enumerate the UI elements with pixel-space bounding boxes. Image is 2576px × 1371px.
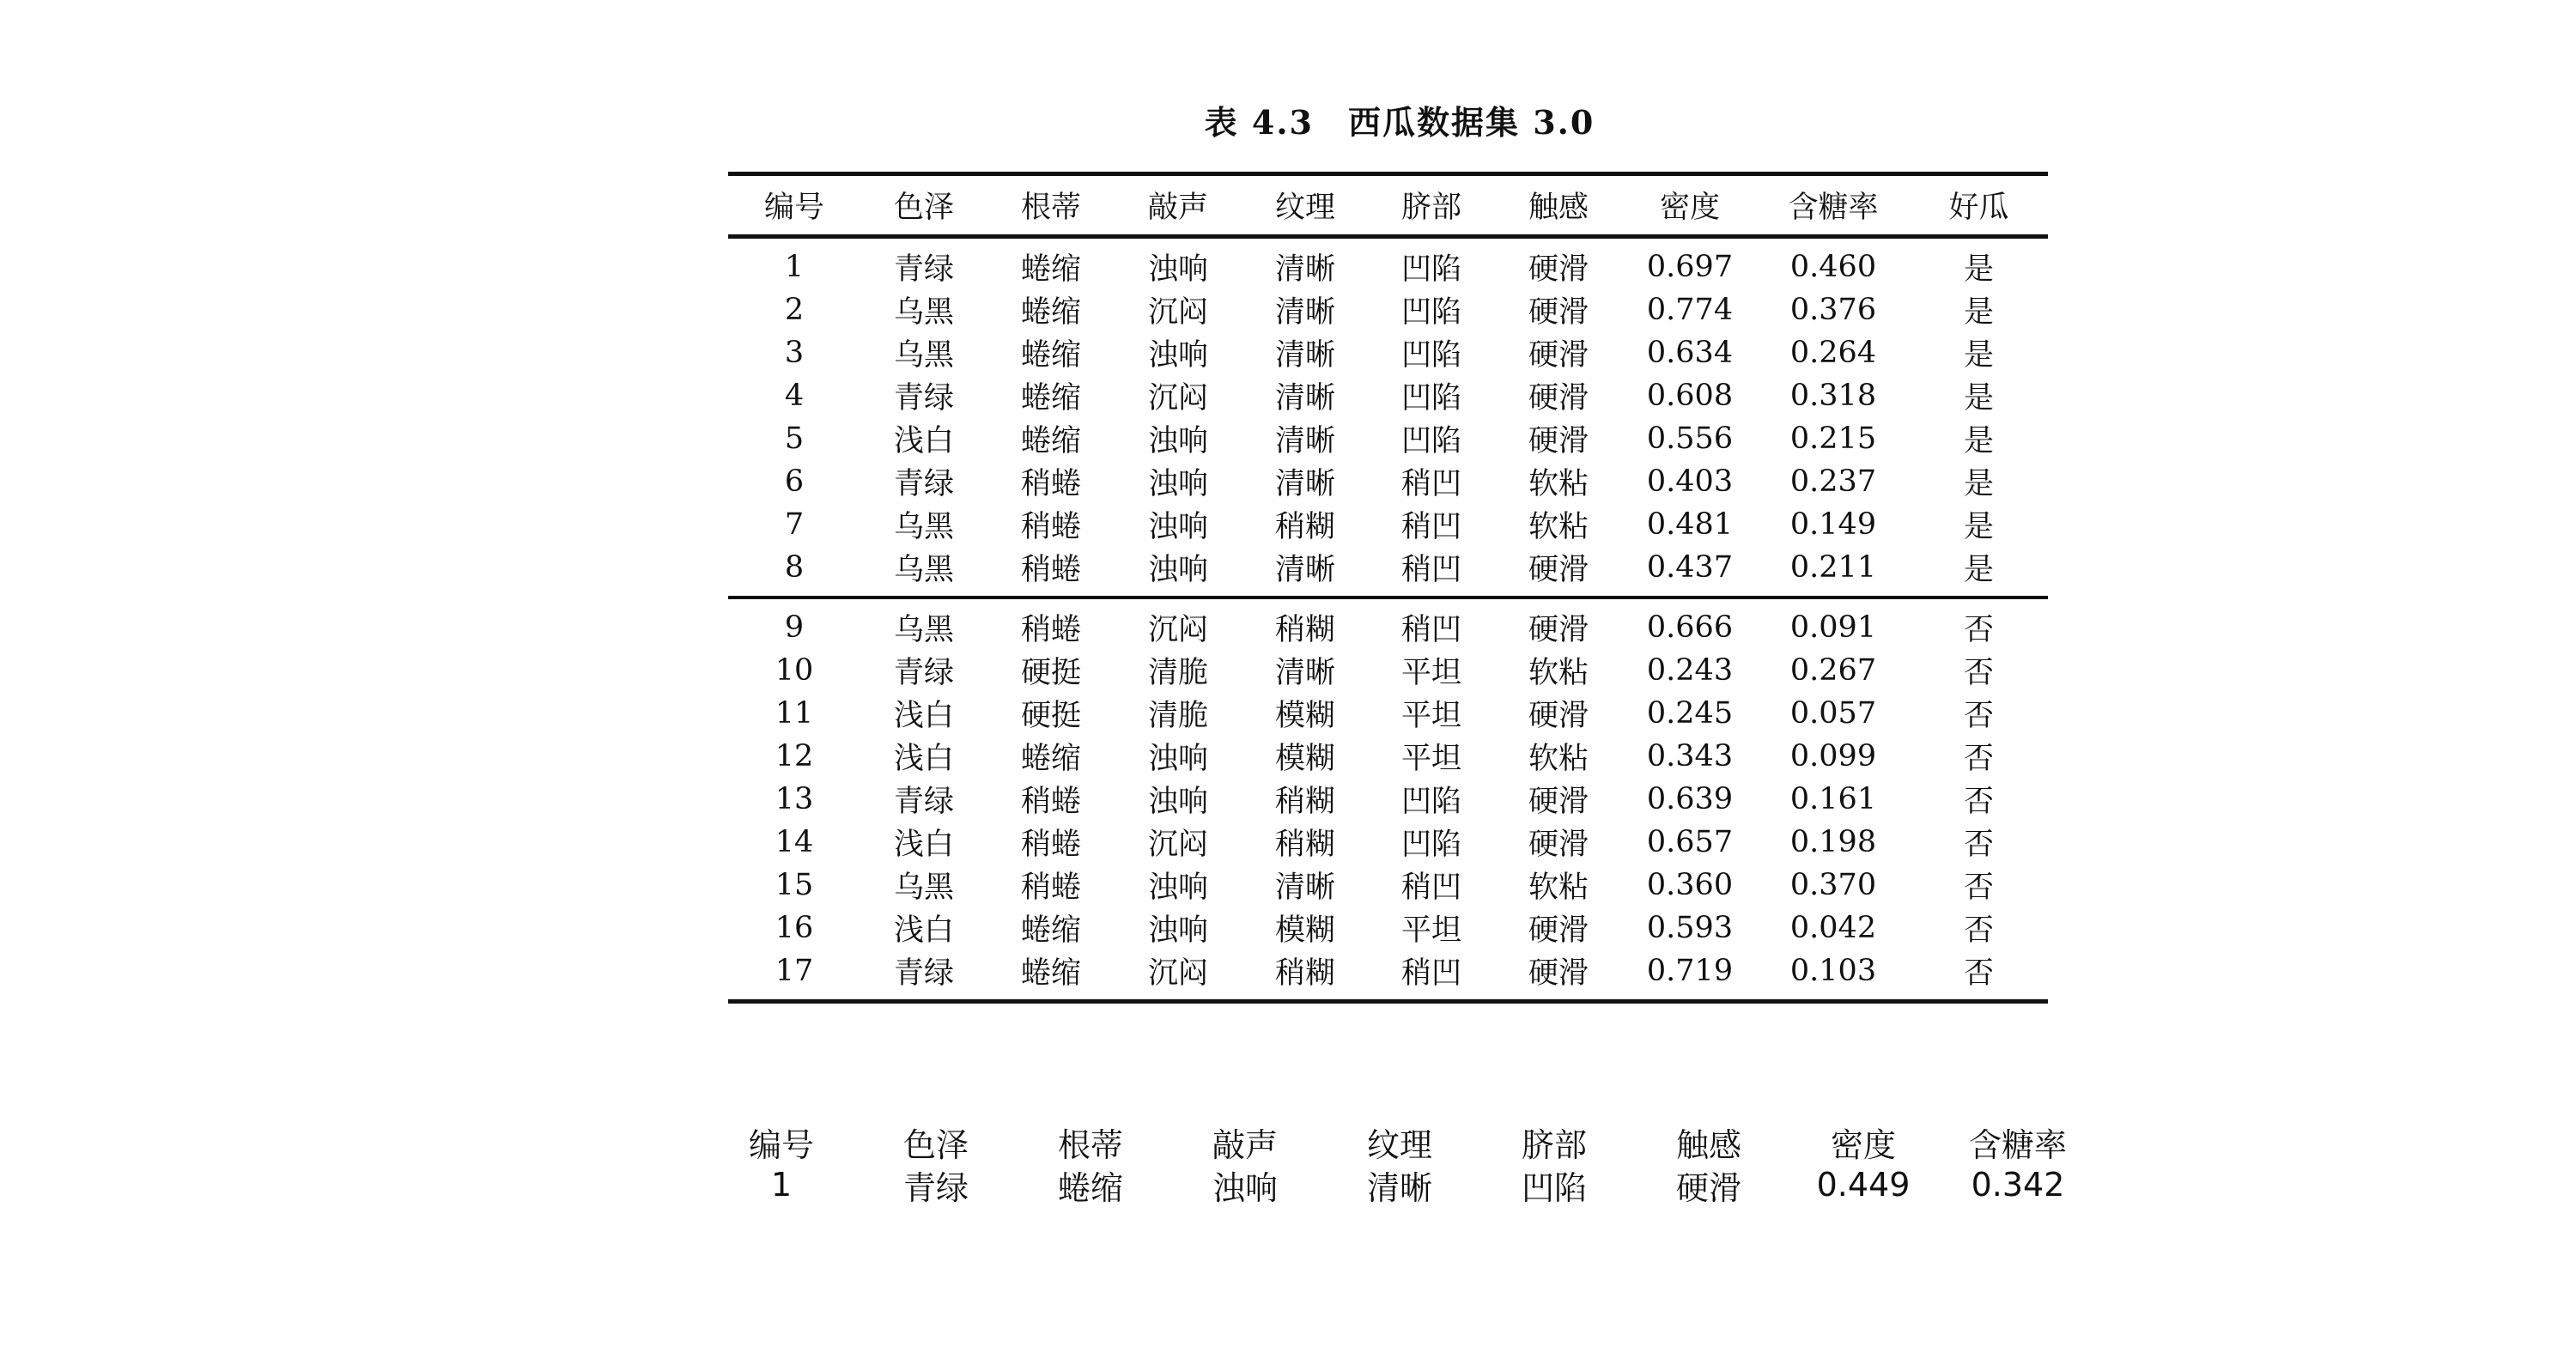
table-cell: 0.481 — [1646, 507, 1734, 542]
sample-header: 密度 — [1830, 1125, 1896, 1164]
table-cell: 清晰 — [1274, 338, 1335, 373]
table-cell: 模糊 — [1274, 742, 1335, 776]
sample-value: 0.449 — [1816, 1166, 1911, 1204]
table-cell: 13 — [775, 782, 814, 816]
table-cell: 0.437 — [1646, 550, 1734, 585]
table-cell: 11 — [775, 696, 814, 731]
table-row — [728, 949, 2048, 992]
test-sample-values — [704, 1163, 2095, 1206]
table-cell: 0.370 — [1789, 868, 1877, 902]
table-cell: 稍糊 — [1274, 956, 1335, 991]
table-cell: 浊响 — [1147, 510, 1208, 544]
table-cell: 0.634 — [1646, 336, 1734, 370]
table-cell: 2 — [784, 293, 805, 327]
table-cell: 清晰 — [1274, 381, 1335, 416]
table-cell: 平坦 — [1400, 699, 1461, 733]
table-cell: 0.099 — [1789, 739, 1877, 773]
table-cell: 平坦 — [1400, 742, 1461, 776]
table-row — [728, 331, 2048, 374]
table-cell: 是 — [1963, 424, 1994, 458]
table-cell: 0.149 — [1789, 507, 1877, 542]
table-cell: 稍蜷 — [1020, 785, 1081, 819]
table-cell: 青绿 — [893, 381, 954, 416]
table-cell: 青绿 — [893, 252, 954, 287]
table-cell: 软粘 — [1528, 656, 1589, 690]
table-cell: 3 — [784, 336, 805, 370]
table-cell: 乌黑 — [893, 338, 954, 373]
sample-header: 脐部 — [1521, 1125, 1587, 1164]
column-header: 触感 — [1528, 191, 1589, 225]
watermelon-table — [728, 172, 2048, 1004]
table-cell: 凹陷 — [1400, 828, 1461, 862]
table-cell: 沉闷 — [1147, 295, 1208, 330]
table-cell: 0.243 — [1646, 653, 1734, 688]
table-cell: 乌黑 — [893, 295, 954, 330]
table-cell: 蜷缩 — [1020, 424, 1081, 458]
table-cell: 0.211 — [1789, 550, 1877, 585]
table-cell: 稍凹 — [1400, 553, 1461, 587]
table-cell: 0.697 — [1646, 250, 1734, 284]
table-cell: 是 — [1963, 553, 1994, 587]
table-cell: 10 — [775, 653, 814, 688]
table-header-row — [728, 176, 2048, 234]
table-cell: 0.774 — [1646, 293, 1734, 327]
table-cell: 0.161 — [1789, 782, 1877, 816]
sample-value: 1 — [770, 1166, 793, 1204]
table-cell: 否 — [1963, 742, 1994, 776]
table-cell: 青绿 — [893, 785, 954, 819]
table-cell: 硬滑 — [1528, 252, 1589, 287]
table-cell: 浊响 — [1147, 252, 1208, 287]
table-cell: 14 — [775, 825, 814, 859]
table-title: 表 4.3 西瓜数据集 3.0 — [1204, 103, 1595, 142]
table-cell: 0.042 — [1789, 911, 1877, 945]
table-cell: 稍蜷 — [1020, 510, 1081, 544]
table-cell: 沉闷 — [1147, 956, 1208, 991]
table-cell: 清晰 — [1274, 871, 1335, 905]
table-cell: 稍糊 — [1274, 785, 1335, 819]
table-cell: 硬滑 — [1528, 785, 1589, 819]
table-cell: 0.403 — [1646, 464, 1734, 499]
table-cell: 硬滑 — [1528, 956, 1589, 991]
table-cell: 稍凹 — [1400, 871, 1461, 905]
table-cell: 否 — [1963, 785, 1994, 819]
table-cell: 0.666 — [1646, 610, 1734, 645]
table-cell: 0.460 — [1789, 250, 1877, 284]
table-cell: 蜷缩 — [1020, 252, 1081, 287]
table-cell: 浊响 — [1147, 871, 1208, 905]
table-cell: 是 — [1963, 338, 1994, 373]
sample-header: 触感 — [1675, 1125, 1741, 1164]
table-row — [728, 864, 2048, 907]
column-header: 根蒂 — [1020, 191, 1081, 225]
table-cell: 稍糊 — [1274, 613, 1335, 647]
table-cell: 0.215 — [1789, 422, 1877, 456]
table-cell: 蜷缩 — [1020, 295, 1081, 330]
table-cell: 是 — [1963, 295, 1994, 330]
table-cell: 沉闷 — [1147, 613, 1208, 647]
table-cell: 沉闷 — [1147, 381, 1208, 416]
table-cell: 软粘 — [1528, 871, 1589, 905]
sample-header: 敲声 — [1212, 1125, 1278, 1164]
table-cell: 0.639 — [1646, 782, 1734, 816]
table-cell: 蜷缩 — [1020, 913, 1081, 948]
table-cell: 凹陷 — [1400, 252, 1461, 287]
table-cell: 硬滑 — [1528, 295, 1589, 330]
table-cell: 软粘 — [1528, 467, 1589, 501]
table-cell: 浊响 — [1147, 338, 1208, 373]
good-melon-rows — [728, 239, 2048, 596]
table-cell: 0.657 — [1646, 825, 1734, 859]
table-cell: 9 — [784, 610, 805, 645]
table-row — [728, 649, 2048, 692]
table-cell: 否 — [1963, 828, 1994, 862]
table-cell: 硬挺 — [1020, 699, 1081, 733]
table-cell: 清晰 — [1274, 553, 1335, 587]
table-cell: 17 — [775, 954, 814, 988]
sample-header: 含糖率 — [1968, 1125, 2067, 1164]
table-cell: 凹陷 — [1400, 424, 1461, 458]
table-cell: 0.237 — [1789, 464, 1877, 499]
table-cell: 凹陷 — [1400, 381, 1461, 416]
table-cell: 凹陷 — [1400, 785, 1461, 819]
table-cell: 蜷缩 — [1020, 338, 1081, 373]
table-row — [728, 417, 2048, 460]
table-cell: 浊响 — [1147, 913, 1208, 948]
table-cell: 硬挺 — [1020, 656, 1081, 690]
table-cell: 是 — [1963, 252, 1994, 287]
table-cell: 硬滑 — [1528, 613, 1589, 647]
table-cell: 浅白 — [893, 424, 954, 458]
table-cell: 是 — [1963, 510, 1994, 544]
table-row — [728, 778, 2048, 821]
table-cell: 稍凹 — [1400, 613, 1461, 647]
table-cell: 清脆 — [1147, 699, 1208, 733]
sample-header: 色泽 — [902, 1125, 969, 1164]
table-cell: 清脆 — [1147, 656, 1208, 690]
column-header: 编号 — [763, 191, 824, 225]
table-cell: 硬滑 — [1528, 828, 1589, 862]
table-cell: 硬滑 — [1528, 699, 1589, 733]
table-cell: 硬滑 — [1528, 424, 1589, 458]
table-cell: 稍糊 — [1274, 828, 1335, 862]
table-cell: 0.103 — [1789, 954, 1877, 988]
table-cell: 稍凹 — [1400, 956, 1461, 991]
table-cell: 0.556 — [1646, 422, 1734, 456]
table-row — [728, 606, 2048, 649]
table-cell: 否 — [1963, 871, 1994, 905]
table-cell: 凹陷 — [1400, 338, 1461, 373]
column-header: 脐部 — [1400, 191, 1461, 225]
table-cell: 0.264 — [1789, 336, 1877, 370]
table-cell: 清晰 — [1274, 656, 1335, 690]
table-row — [728, 374, 2048, 417]
table-cell: 0.057 — [1789, 696, 1877, 731]
bad-melon-rows — [728, 599, 2048, 999]
table-cell: 硬滑 — [1528, 913, 1589, 948]
table-cell: 0.376 — [1789, 293, 1877, 327]
table-cell: 清晰 — [1274, 424, 1335, 458]
table-cell: 0.343 — [1646, 739, 1734, 773]
table-row — [728, 907, 2048, 949]
table-cell: 是 — [1963, 467, 1994, 501]
table-cell: 清晰 — [1274, 467, 1335, 501]
table-row — [728, 246, 2048, 288]
table-cell: 青绿 — [893, 656, 954, 690]
table-cell: 模糊 — [1274, 699, 1335, 733]
column-header: 好瓜 — [1948, 191, 2009, 225]
sample-value: 凹陷 — [1521, 1168, 1587, 1207]
table-cell: 否 — [1963, 613, 1994, 647]
table-cell: 沉闷 — [1147, 828, 1208, 862]
table-cell: 稍蜷 — [1020, 871, 1081, 905]
table-cell: 蜷缩 — [1020, 381, 1081, 416]
table-cell: 0.360 — [1646, 868, 1734, 902]
table-cell: 模糊 — [1274, 913, 1335, 948]
table-cell: 硬滑 — [1528, 338, 1589, 373]
table-cell: 0.267 — [1789, 653, 1877, 688]
table-cell: 蜷缩 — [1020, 956, 1081, 991]
table-cell: 5 — [784, 422, 805, 456]
table-cell: 7 — [784, 507, 805, 542]
sample-value: 0.342 — [1971, 1166, 2065, 1204]
table-cell: 0.091 — [1789, 610, 1877, 645]
table-cell: 12 — [775, 739, 814, 773]
table-cell: 乌黑 — [893, 553, 954, 587]
table-cell: 1 — [784, 250, 805, 284]
sample-value: 硬滑 — [1675, 1168, 1741, 1207]
column-header: 纹理 — [1274, 191, 1335, 225]
table-cell: 16 — [775, 911, 814, 945]
table-cell: 4 — [784, 379, 805, 413]
table-row — [728, 546, 2048, 589]
table-cell: 是 — [1963, 381, 1994, 416]
table-cell: 稍糊 — [1274, 510, 1335, 544]
test-sample — [704, 1120, 2095, 1206]
column-header: 密度 — [1659, 191, 1720, 225]
table-cell: 浅白 — [893, 913, 954, 948]
sample-header: 根蒂 — [1057, 1125, 1123, 1164]
table-cell: 乌黑 — [893, 613, 954, 647]
table-cell: 硬滑 — [1528, 553, 1589, 587]
table-cell: 乌黑 — [893, 510, 954, 544]
table-row — [728, 692, 2048, 735]
table-row — [728, 460, 2048, 503]
table-row — [728, 288, 2048, 331]
table-cell: 0.608 — [1646, 379, 1734, 413]
table-cell: 8 — [784, 550, 805, 585]
table-cell: 浅白 — [893, 742, 954, 776]
table-cell: 15 — [775, 868, 814, 902]
table-cell: 0.198 — [1789, 825, 1877, 859]
table-cell: 软粘 — [1528, 742, 1589, 776]
sample-value: 蜷缩 — [1057, 1168, 1123, 1207]
table-cell: 稍蜷 — [1020, 828, 1081, 862]
table-cell: 浊响 — [1147, 467, 1208, 501]
table-cell: 否 — [1963, 699, 1994, 733]
table-row — [728, 821, 2048, 864]
table-cell: 否 — [1963, 913, 1994, 948]
table-cell: 平坦 — [1400, 913, 1461, 948]
table-cell: 凹陷 — [1400, 295, 1461, 330]
table-cell: 平坦 — [1400, 656, 1461, 690]
table-cell: 0.719 — [1646, 954, 1734, 988]
table-cell: 稍凹 — [1400, 510, 1461, 544]
table-cell: 浊响 — [1147, 553, 1208, 587]
table-cell: 浊响 — [1147, 742, 1208, 776]
sample-value: 清晰 — [1366, 1168, 1432, 1207]
table-cell: 否 — [1963, 656, 1994, 690]
table-cell: 清晰 — [1274, 252, 1335, 287]
table-cell: 稍蜷 — [1020, 613, 1081, 647]
table-cell: 蜷缩 — [1020, 742, 1081, 776]
table-cell: 硬滑 — [1528, 381, 1589, 416]
table-cell: 浅白 — [893, 699, 954, 733]
table-cell: 稍凹 — [1400, 467, 1461, 501]
table-cell: 青绿 — [893, 467, 954, 501]
table-row — [728, 735, 2048, 778]
table-cell: 6 — [784, 464, 805, 499]
table-row — [728, 503, 2048, 546]
table-cell: 浅白 — [893, 828, 954, 862]
table-cell: 稍蜷 — [1020, 553, 1081, 587]
table-cell: 0.593 — [1646, 911, 1734, 945]
table-cell: 否 — [1963, 956, 1994, 991]
column-header: 敲声 — [1147, 191, 1208, 225]
bottom-rule — [728, 999, 2048, 1004]
table-cell: 浊响 — [1147, 785, 1208, 819]
sample-header: 纹理 — [1366, 1125, 1432, 1164]
column-header: 含糖率 — [1788, 191, 1879, 225]
table-cell: 稍蜷 — [1020, 467, 1081, 501]
table-cell: 浊响 — [1147, 424, 1208, 458]
sample-header: 编号 — [748, 1125, 814, 1164]
table-cell: 0.318 — [1789, 379, 1877, 413]
sample-value: 浊响 — [1212, 1168, 1278, 1207]
column-header: 色泽 — [893, 191, 954, 225]
table-cell: 软粘 — [1528, 510, 1589, 544]
table-cell: 青绿 — [893, 956, 954, 991]
test-sample-header — [704, 1120, 2095, 1163]
table-cell: 0.245 — [1646, 696, 1734, 731]
table-cell: 乌黑 — [893, 871, 954, 905]
table-cell: 清晰 — [1274, 295, 1335, 330]
sample-value: 青绿 — [902, 1168, 969, 1207]
